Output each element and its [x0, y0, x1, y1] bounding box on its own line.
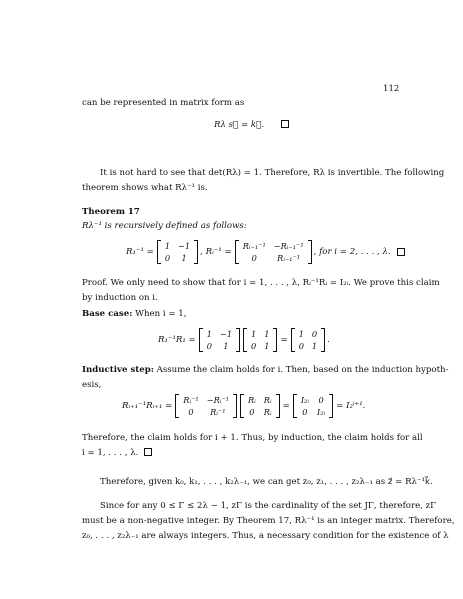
qed-icon	[397, 248, 405, 256]
matrix-cell: 0	[318, 395, 324, 405]
equals-sign: =	[282, 401, 290, 411]
qed-icon	[281, 120, 289, 128]
matrix-cell: 1	[164, 241, 171, 251]
matrix-cell: 1	[181, 253, 187, 263]
equation-base	[158, 328, 330, 352]
matrix-cell: 1	[251, 329, 257, 339]
matrix	[175, 394, 237, 418]
conclusion-line	[82, 448, 152, 459]
proof-line: Proof. We only need to show that for i = 1, . . . , λ, Rᵢ⁻¹Rᵢ = I₂ᵢ. We prove this claim	[82, 278, 440, 288]
conclusion-text: i = 1, . . . , λ.	[82, 448, 139, 458]
paragraph-line: Therefore, given k₀, k₁, . . . , k₂λ₋₁, we can get z₀, z₁, . . . , z₂λ₋₁ as z⃗ = Rλ⁻¹k⃗.	[100, 477, 433, 487]
equation-text: Rλ s⃗ = k⃗.	[214, 120, 264, 130]
equation-theorem	[126, 240, 405, 264]
matrix-cell: 1	[298, 329, 304, 339]
paragraph-line: theorem shows what Rλ⁻¹ is.	[82, 183, 208, 193]
inductive-step-line	[82, 365, 448, 376]
matrix-cell: Rᵢ	[263, 407, 272, 417]
matrix	[293, 394, 333, 418]
text-line: can be represented in matrix form as	[82, 98, 245, 108]
matrix-cell: Rᵢ₋₁⁻¹	[277, 253, 301, 263]
paragraph-line: must be a non-negative integer. By Theorem 17, Rλ⁻¹ is an integer matrix. Therefore,	[82, 516, 455, 526]
matrix-cell: −1	[219, 329, 233, 339]
matrix	[235, 240, 312, 264]
paragraph-line: Since for any 0 ≤ Γ ≤ 2λ − 1, zΓ is the cardinality of the set JΓ, therefore, zΓ	[100, 501, 437, 511]
matrix-cell: 0	[298, 341, 304, 351]
matrix-cell: 0	[251, 253, 257, 263]
matrix-cell: Rᵢ	[247, 395, 256, 405]
page-number: 112	[383, 84, 400, 94]
inductive-step-line: esis,	[82, 380, 102, 390]
matrix	[243, 328, 277, 352]
matrix-cell: −1	[178, 241, 191, 251]
equation-inductive	[122, 394, 365, 418]
equation-lhs: , Rᵢ⁻¹ =	[200, 247, 232, 257]
matrix-cell: 0	[302, 407, 308, 417]
equation-lhs: Rᵢ₊₁⁻¹Rᵢ₊₁ =	[122, 401, 173, 411]
paragraph-line: z₀, . . . , z₂λ₋₁ are always integers. Thus, a necessary condition for the existence of λ	[82, 531, 449, 541]
matrix	[291, 328, 325, 352]
matrix-cell: 0	[311, 329, 318, 339]
matrix-cell: 0	[164, 253, 171, 263]
matrix-cell: 0	[251, 341, 257, 351]
matrix-cell: 1	[206, 329, 212, 339]
matrix	[199, 328, 240, 352]
matrix-cell: Rᵢ₋₁⁻¹	[242, 241, 266, 251]
equation	[214, 120, 289, 130]
matrix-cell: 1	[223, 341, 229, 351]
conclusion-line: Therefore, the claim holds for i + 1. Thus, by induction, the claim holds for all	[82, 433, 423, 443]
theorem-title: Theorem 17	[82, 207, 140, 217]
matrix-cell: 0	[188, 407, 194, 417]
matrix-cell: Rᵢ⁻¹	[210, 407, 226, 417]
base-case-text: When i = 1,	[132, 309, 187, 319]
equals-sign: =	[280, 335, 288, 345]
period: .	[327, 335, 330, 345]
matrix-cell: −Rᵢ⁻¹	[206, 395, 229, 405]
equation-lhs: R₁⁻¹ =	[126, 247, 154, 257]
proof-line: by induction on i.	[82, 293, 158, 303]
matrix-cell: Rᵢ⁻¹	[183, 395, 199, 405]
equation-rhs: = I₂ⁱ⁺¹.	[336, 401, 366, 411]
base-case-line	[82, 309, 187, 320]
inductive-step-label: Inductive step:	[82, 365, 154, 375]
matrix-cell: −Rᵢ₋₁⁻¹	[273, 241, 304, 251]
inductive-step-text: Assume the claim holds for i. Then, based on the induction hypoth-	[153, 365, 449, 375]
matrix-cell: 1	[264, 341, 270, 351]
matrix-cell: Rᵢ	[263, 395, 272, 405]
equation-lhs: R₁⁻¹R₁ =	[158, 335, 196, 345]
matrix-cell: I₂ᵢ	[316, 407, 326, 417]
base-case-label: Base case:	[82, 309, 133, 319]
matrix-cell: 0	[206, 341, 212, 351]
matrix-cell: 0	[249, 407, 255, 417]
matrix-cell: 1	[311, 341, 318, 351]
qed-icon	[144, 448, 152, 456]
paragraph-line: It is not hard to see that det(Rλ) = 1. Therefore, Rλ is invertible. The following	[100, 168, 445, 178]
equation-tail: , for i = 2, . . . , λ.	[313, 247, 391, 257]
matrix-cell: 1	[264, 329, 270, 339]
theorem-text: Rλ⁻¹ is recursively defined as follows:	[82, 221, 247, 231]
matrix-cell: I₂ᵢ	[300, 395, 309, 405]
matrix	[240, 394, 280, 418]
matrix	[157, 240, 198, 264]
